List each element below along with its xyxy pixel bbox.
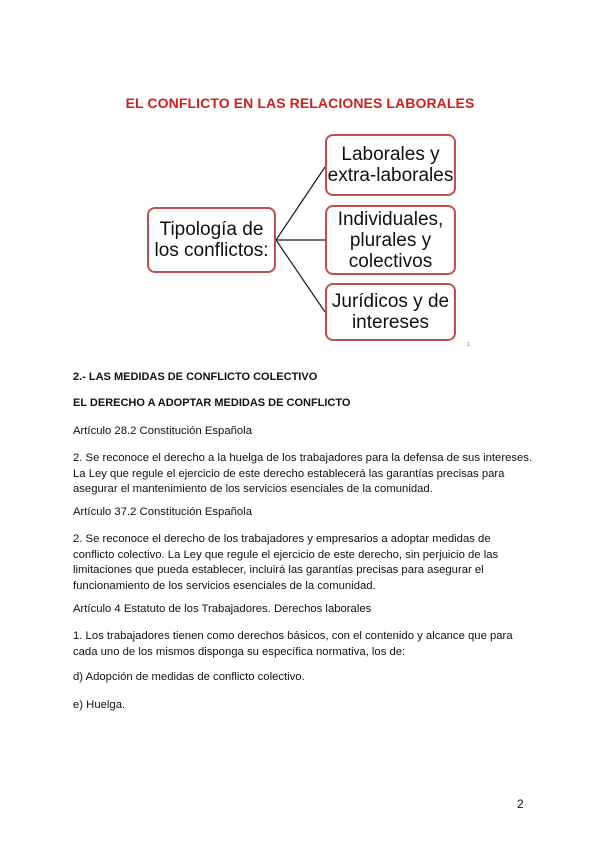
document-title: EL CONFLICTO EN LAS RELACIONES LABORALES — [125, 95, 475, 111]
article-reference: Artículo 28.2 Constitución Española — [73, 425, 252, 437]
diagram-root-node: Tipología de los conflictos: — [147, 207, 276, 273]
paragraph: 2. Se reconoce el derecho a la huelga de los trabajadores para la defensa de sus intereses. La Ley que regule el ejercicio de este derecho establecerá las garantías precisas para asegurar el mantenimiento de los servicios esenciales de la comunidad. — [73, 452, 533, 495]
connector-line — [276, 240, 325, 312]
paragraph: 1. Los trabajadores tienen como derechos básicos, con el contenido y alcance que para cada uno de los mismos disponga su específica normativa, los de: — [73, 630, 513, 658]
subheading: EL DERECHO A ADOPTAR MEDIDAS DE CONFLICTO — [73, 397, 351, 409]
article-reference: Artículo 37.2 Constitución Española — [73, 506, 252, 518]
diagram-branch-node: Jurídicos y de intereses — [325, 283, 456, 341]
connector-line — [276, 167, 325, 240]
list-item: e) Huelga. — [73, 699, 126, 711]
diagram-connectors — [0, 0, 600, 360]
diagram-branch-node: Laborales y extra-laborales — [325, 134, 456, 196]
page-number: 2 — [517, 797, 524, 811]
list-item: d) Adopción de medidas de conflicto colectivo. — [73, 671, 305, 683]
paragraph: 2. Se reconoce el derecho de los trabajadores y empresarios a adoptar medidas de conflicto colectivo. La Ley que regule el ejercicio de este derecho, sin perjuicio de las limitaciones que pueda establecer, incluirá las garantías precisas para asegurar el funcionamiento de los servicios esenciales de la comunidad. — [73, 533, 499, 592]
section-heading: 2.- LAS MEDIDAS DE CONFLICTO COLECTIVO — [73, 371, 318, 383]
footnote-mark: 1 — [467, 342, 470, 348]
article-reference: Artículo 4 Estatuto de los Trabajadores. Derechos laborales — [73, 603, 372, 615]
diagram-branch-node: Individuales, plurales y colectivos — [325, 205, 456, 275]
